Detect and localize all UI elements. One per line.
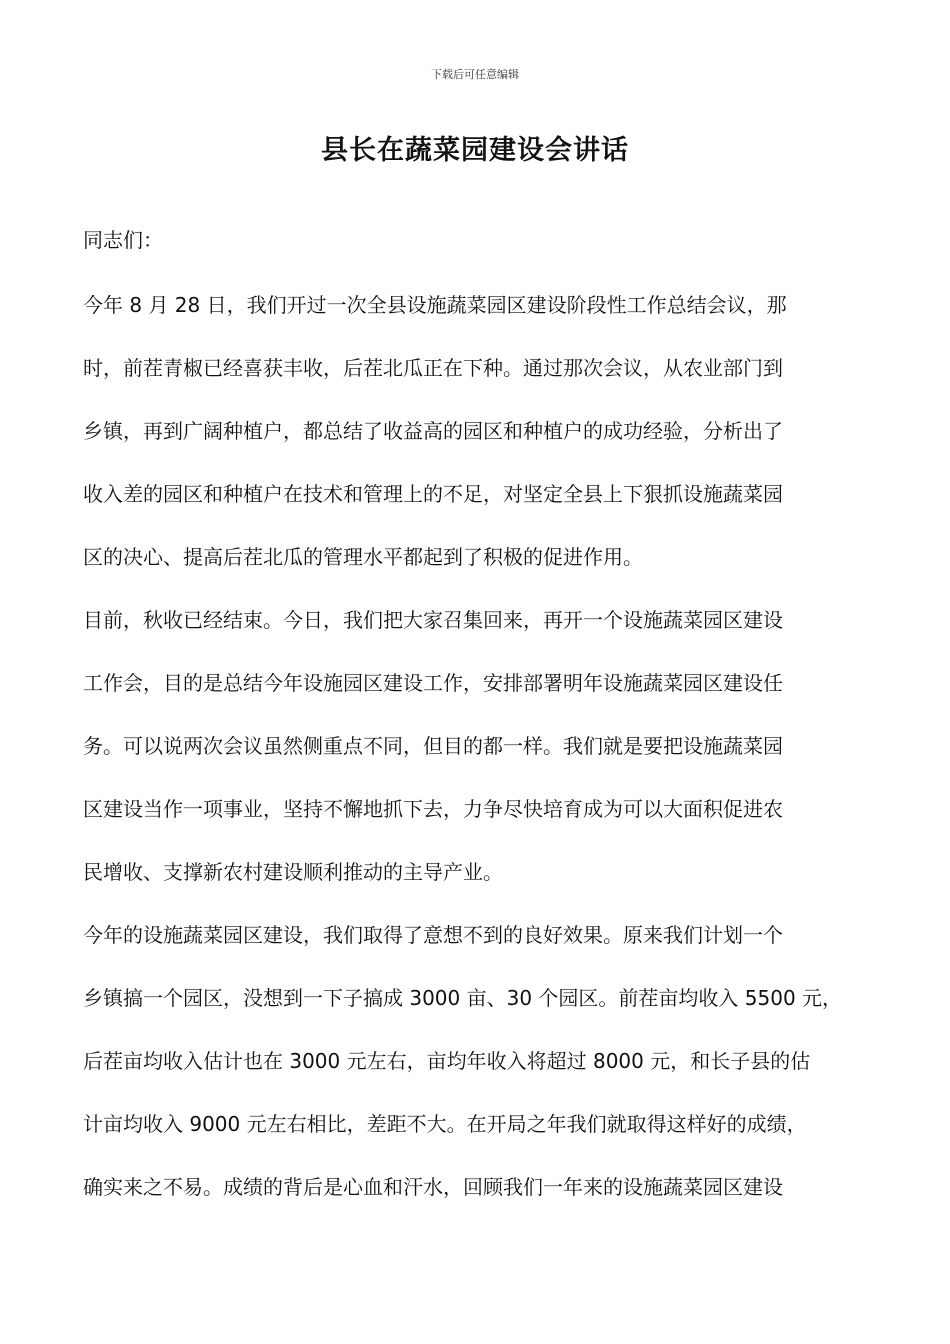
document-body xyxy=(83,274,891,1219)
salutation: 同志们： xyxy=(83,228,163,252)
paragraph-2 xyxy=(83,589,891,904)
text-line: 目前，秋收已经结束。今日，我们把大家召集回来，再开一个设施蔬菜园区建设 xyxy=(83,608,783,632)
text-line: 乡镇搞一个园区，没想到一下子搞成 3000 亩、30 个园区。前茬亩均收入 5500 元， xyxy=(83,986,843,1010)
text-line: 今年的设施蔬菜园区建设，我们取得了意想不到的良好效果。原来我们计划一个 xyxy=(83,923,783,947)
paragraph-3 xyxy=(83,904,891,1219)
text-line: 后茬亩均收入估计也在 3000 元左右，亩均年收入将超过 8000 元，和长子县的估 xyxy=(83,1049,811,1073)
text-line: 区的决心、提高后茬北瓜的管理水平都起到了积极的促进作用。 xyxy=(83,545,643,569)
text-line: 计亩均收入 9000 元左右相比，差距不大。在开局之年我们就取得这样好的成绩， xyxy=(83,1112,807,1136)
text-line: 今年 8 月 28 日，我们开过一次全县设施蔬菜园区建设阶段性工作总结会议，那 xyxy=(83,293,787,317)
text-line: 务。可以说两次会议虽然侧重点不同，但目的都一样。我们就是要把设施蔬菜园 xyxy=(83,734,783,758)
text-line: 收入差的园区和种植户在技术和管理上的不足，对坚定全县上下狠抓设施蔬菜园 xyxy=(83,482,783,506)
text-line: 民增收、支撑新农村建设顺利推动的主导产业。 xyxy=(83,860,503,884)
header-note: 下载后可任意编辑 xyxy=(431,68,519,81)
text-line: 乡镇，再到广阔种植户，都总结了收益高的园区和种植户的成功经验，分析出了 xyxy=(83,419,783,443)
document-title: 县长在蔬菜园建设会讲话 xyxy=(321,135,629,166)
paragraph-1 xyxy=(83,274,891,589)
text-line: 区建设当作一项事业，坚持不懈地抓下去，力争尽快培育成为可以大面积促进农 xyxy=(83,797,783,821)
text-line: 确实来之不易。成绩的背后是心血和汗水，回顾我们一年来的设施蔬菜园区建设 xyxy=(83,1175,783,1199)
text-line: 时，前茬青椒已经喜获丰收，后茬北瓜正在下种。通过那次会议，从农业部门到 xyxy=(83,356,783,380)
text-line: 工作会，目的是总结今年设施园区建设工作，安排部署明年设施蔬菜园区建设任 xyxy=(83,671,783,695)
